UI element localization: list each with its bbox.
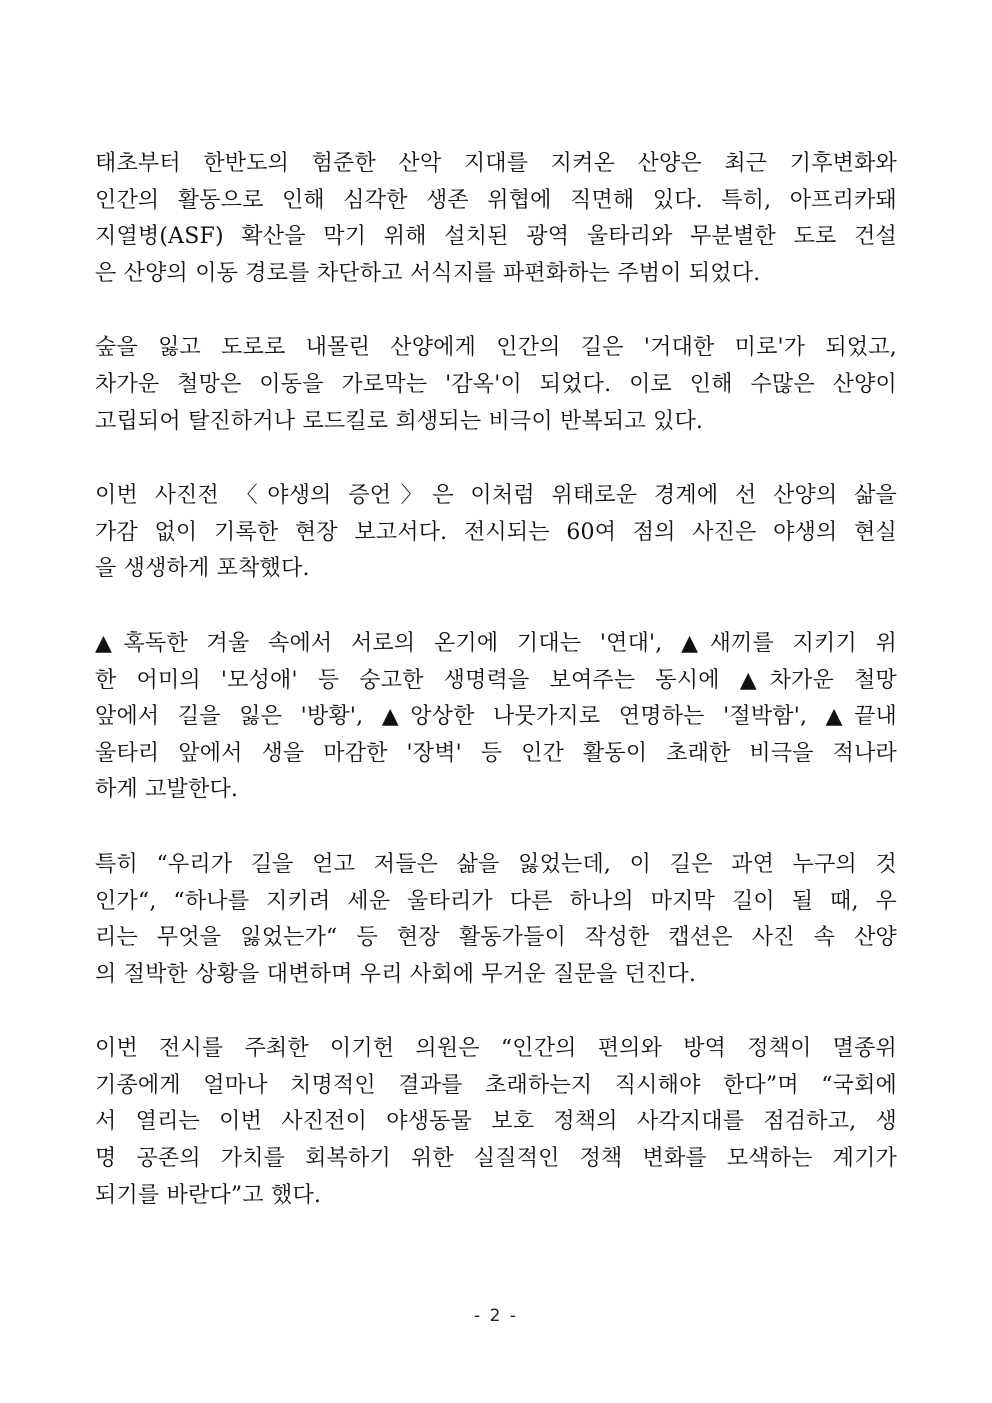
text-line: 기종에게 얼마나 치명적인 결과를 초래하는지 직시해야 한다”며 “국회에	[95, 1072, 897, 1098]
paragraph-4	[95, 626, 897, 809]
text-line: 의 절박한 상황을 대변하며 우리 사회에 무거운 질문을 던진다.	[95, 961, 697, 987]
text-line: 되기를 바란다”고 했다.	[95, 1182, 322, 1208]
paragraph-3	[95, 478, 897, 588]
text-line: 인간의 활동으로 인해 심각한 생존 위협에 직면해 있다. 특히, 아프리카돼	[95, 187, 897, 213]
text-line: 고립되어 탈진하거나 로드킬로 희생되는 비극이 반복되고 있다.	[95, 408, 704, 434]
text-line: 앞에서 길을 잃은 '방황', ▲앙상한 나뭇가지로 연명하는 '절박함', ▲끝내	[95, 704, 897, 730]
paragraph-1	[95, 146, 897, 292]
text-line: 숲을 잃고 도로로 내몰린 산양에게 인간의 길은 '거대한 미로'가 되었고,	[95, 335, 897, 361]
paragraph-5	[95, 847, 897, 993]
text-line: 리는 무엇을 잃었는가“ 등 현장 활동가들이 작성한 캡션은 사진 속 산양	[95, 925, 897, 951]
text-line: 차가운 철망은 이동을 가로막는 '감옥'이 되었다. 이로 인해 수많은 산양이	[95, 371, 897, 397]
paragraph-2	[95, 330, 897, 440]
text-line: 지열병(ASF) 확산을 막기 위해 설치된 광역 울타리와 무분별한 도로 건설	[95, 224, 897, 250]
text-line: 특히 “우리가 길을 얻고 저들은 삶을 잃었는데, 이 길은 과연 누구의 것	[95, 851, 897, 877]
text-line: 이번 전시를 주최한 이기헌 의원은 “인간의 편의와 방역 정책이 멸종위	[95, 1036, 897, 1062]
document-body	[95, 146, 897, 1214]
text-line: ▲혹독한 겨울 속에서 서로의 온기에 기대는 '연대', ▲새끼를 지키기 위	[95, 630, 897, 656]
text-line: 울타리 앞에서 생을 마감한 '장벽' 등 인간 활동이 초래한 비극을 적나라	[95, 740, 897, 766]
text-line: 이번 사진전 〈야생의 증언〉은 이처럼 위태로운 경계에 선 산양의 삶을	[95, 483, 897, 509]
text-line: 명 공존의 가치를 회복하기 위한 실질적인 정책 변화를 모색하는 계기가	[95, 1146, 897, 1172]
paragraph-6	[95, 1031, 897, 1214]
text-line: 하게 고발한다.	[95, 777, 239, 803]
text-line: 서 열리는 이번 사진전이 야생동물 보호 정책의 사각지대를 점검하고, 생	[95, 1109, 897, 1135]
text-line: 태초부터 한반도의 험준한 산악 지대를 지켜온 산양은 최근 기후변화와	[95, 151, 897, 176]
text-line: 은 산양의 이동 경로를 차단하고 서식지를 파편화하는 주범이 되었다.	[95, 260, 761, 286]
page-number: - 2 -	[474, 1306, 518, 1326]
text-line: 인가“, “하나를 지키려 세운 울타리가 다른 하나의 마지막 길이 될 때, 우	[95, 888, 897, 914]
text-line: 가감 없이 기록한 현장 보고서다. 전시되는 60여 점의 사진은 야생의 현실	[95, 519, 897, 545]
text-line: 을 생생하게 포착했다.	[95, 556, 310, 582]
text-line: 한 어미의 '모성애' 등 숭고한 생명력을 보여주는 동시에 ▲차가운 철망	[95, 667, 897, 693]
